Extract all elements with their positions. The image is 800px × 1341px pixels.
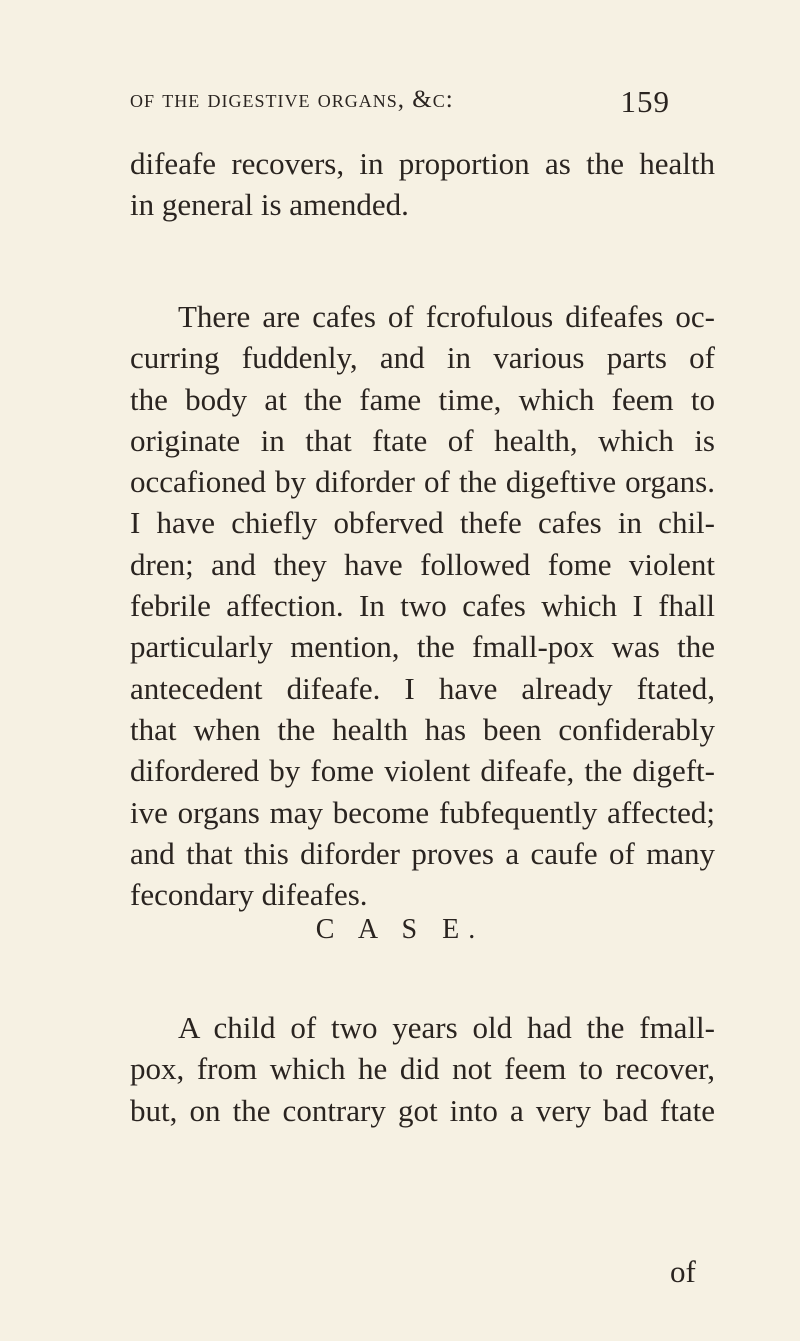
text-line: occafioned by diforder of the digeftive organs. xyxy=(130,464,715,500)
running-title: of the digestive organs, &c: xyxy=(130,86,454,113)
text-line: ive organs may become fubfequently affected; xyxy=(130,794,715,830)
text-line: originate in that ftate of health, which is xyxy=(130,422,715,458)
text-line: difeafe recovers, in proportion as the health xyxy=(130,146,715,181)
paragraph-1 xyxy=(130,143,715,226)
text-line: pox, from which he did not feem to recover, xyxy=(130,1051,715,1087)
text-line: in general is amended. xyxy=(130,187,409,223)
text-line: but, on the contrary got into a very bad ftate xyxy=(130,1092,715,1128)
text-line: the body at the fame time, which feem to xyxy=(130,381,715,417)
text-line: febrile affection. In two cafes which I fhall xyxy=(130,588,715,624)
catchword: of xyxy=(670,1254,696,1289)
case-heading: C A S E. xyxy=(315,914,485,945)
page-number: 159 xyxy=(620,84,670,119)
text-line: A child of two years old had the fmall- xyxy=(178,1010,715,1045)
text-line: that when the health has been confiderably xyxy=(130,711,715,747)
text-line: particularly mention, the fmall-pox was the xyxy=(130,629,715,665)
text-line: I have chiefly obferved thefe cafes in chil- xyxy=(130,505,715,541)
text-line: antecedent difeafe. I have already ftated, xyxy=(130,670,715,706)
text-line: difordered by fome violent difeafe, the digeft- xyxy=(130,753,715,789)
text-line: There are cafes of fcrofulous difeafes oc- xyxy=(178,299,715,334)
text-line: and that this diforder proves a caufe of many xyxy=(130,835,715,871)
text-line: fecondary difeafes. xyxy=(130,877,368,913)
text-line: dren; and they have followed fome violent xyxy=(130,546,715,582)
running-header xyxy=(130,84,670,119)
paragraph-2 xyxy=(130,296,715,915)
case-paragraph xyxy=(130,1007,715,1131)
text-line: curring fuddenly, and in various parts of xyxy=(130,340,715,376)
